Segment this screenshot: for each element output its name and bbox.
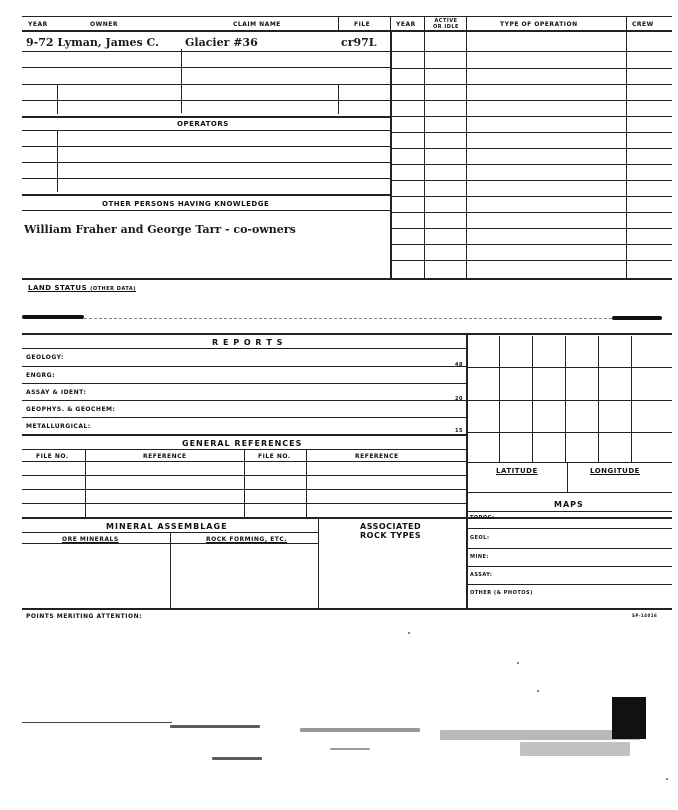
- ore-rock-divider: [170, 532, 171, 608]
- location-grid-divider: [565, 336, 566, 462]
- land-status-subtitle: (OTHER DATA): [90, 286, 137, 292]
- report-geology-label: GEOLOGY:: [26, 354, 64, 361]
- ink-smudge: [22, 315, 84, 319]
- owner-row-line: [22, 67, 392, 68]
- type-of-operation-header: TYPE OF OPERATION: [500, 21, 578, 28]
- operation-row-line: [392, 132, 672, 133]
- location-grid-divider: [631, 336, 632, 462]
- header-divider: [424, 17, 425, 30]
- file-no-col-2: FILE NO.: [258, 453, 291, 460]
- maps-heading-rule: [466, 511, 672, 512]
- references-bottom-rule: [22, 517, 672, 519]
- crew-header: CREW: [632, 21, 654, 28]
- location-grid-divider: [499, 336, 500, 462]
- references-col-divider: [85, 449, 86, 517]
- references-row-line: [22, 503, 466, 504]
- report-row-line: [22, 434, 466, 436]
- report-row-line: [22, 417, 466, 418]
- maps-topog-label: TOPOG:: [470, 515, 495, 521]
- knowledge-rule: [22, 194, 392, 196]
- operation-row-line: [392, 68, 672, 69]
- operators-rule: [22, 116, 392, 118]
- reference-col-1: REFERENCE: [143, 453, 187, 460]
- reference-col-2: REFERENCE: [355, 453, 399, 460]
- scan-noise: [170, 725, 260, 728]
- location-grid-row: [466, 400, 672, 401]
- location-grid-divider: [532, 336, 533, 462]
- operation-row-line: [392, 180, 672, 181]
- report-engrg-label: ENGRG:: [26, 372, 55, 379]
- year-header: YEAR: [28, 21, 48, 28]
- operation-row-line: [392, 100, 672, 101]
- location-grid-row: [466, 367, 672, 368]
- associated-label: ASSOCIATED: [360, 522, 422, 531]
- reports-bottom-rule: [22, 608, 672, 610]
- owner-claim-divider: [181, 49, 182, 113]
- operators-row-line: [22, 178, 392, 179]
- claim-file-divider: [338, 84, 339, 114]
- operation-row-line: [392, 196, 672, 197]
- file-entry: cr97L: [341, 36, 377, 49]
- report-geophys-label: GEOPHYS. & GEOCHEM:: [26, 406, 116, 413]
- assoc-divider: [318, 517, 319, 608]
- operators-year-divider: [57, 130, 58, 192]
- location-grid-row: [466, 462, 672, 463]
- header-divider: [466, 17, 467, 30]
- maps-other-label: OTHER (& PHOTOS): [470, 590, 533, 596]
- references-col-divider: [244, 449, 245, 517]
- file-no-col-1: FILE NO.: [36, 453, 69, 460]
- operation-row-line: [392, 244, 672, 245]
- maps-row-line: [466, 584, 672, 585]
- operators-row-line: [22, 130, 392, 131]
- maps-heading: MAPS: [554, 500, 584, 509]
- report-geology-num: 48: [455, 362, 463, 368]
- references-row-line: [22, 475, 466, 476]
- ink-smudge: [612, 316, 662, 320]
- scan-noise: [22, 722, 172, 723]
- lat-long-divider: [567, 462, 568, 492]
- operation-row-line: [392, 212, 672, 213]
- scan-noise: [300, 728, 420, 732]
- maps-geol-label: GEOL:: [470, 535, 490, 541]
- claim-name-header: CLAIM NAME: [233, 21, 281, 28]
- scan-noise: [520, 742, 630, 756]
- scan-noise: [212, 757, 262, 760]
- operators-heading: OPERATORS: [177, 120, 229, 128]
- points-meriting-attention-label: POINTS MERITING ATTENTION:: [26, 613, 143, 620]
- general-references-heading: GENERAL REFERENCES: [182, 439, 303, 448]
- header-divider: [626, 17, 627, 30]
- file-header: FILE: [354, 21, 371, 28]
- operation-row-line: [392, 260, 672, 261]
- lat-long-bottom-rule: [466, 492, 672, 493]
- operation-row-line: [392, 228, 672, 229]
- operation-row-line: [392, 164, 672, 165]
- longitude-label: LONGITUDE: [590, 467, 640, 475]
- maps-mine-label: MINE:: [470, 554, 489, 560]
- references-row-line: [22, 489, 466, 490]
- operation-row-line: [392, 116, 672, 117]
- owner-entry: 9-72 Lyman, James C.: [26, 36, 159, 49]
- report-metallurgical-label: METALLURGICAL:: [26, 423, 91, 430]
- scan-noise: [440, 730, 640, 740]
- scan-noise: [330, 748, 370, 750]
- header-divider: [390, 17, 391, 30]
- report-assay-num: 20: [455, 396, 463, 402]
- year2-header: YEAR: [396, 21, 416, 28]
- latitude-label: LATITUDE: [496, 467, 538, 475]
- knowledge-rule-bottom: [22, 210, 392, 211]
- operators-row-line: [22, 162, 392, 163]
- rock-forming-label: ROCK FORMING, ETC.: [206, 536, 288, 543]
- top-section-bottom-rule: [22, 278, 672, 280]
- scan-speck: [666, 778, 668, 780]
- maps-row-line: [466, 528, 672, 529]
- operation-row-line: [392, 148, 672, 149]
- report-row-line: [22, 366, 466, 367]
- maps-row-line: [466, 566, 672, 567]
- form-code: SP-14016: [632, 613, 658, 618]
- owner-row-line: [22, 100, 392, 101]
- owner-row-line: [22, 51, 392, 52]
- faint-line: [84, 318, 612, 319]
- claim-name-entry: Glacier #36: [185, 36, 258, 49]
- rock-types-label: ROCK TYPES: [360, 531, 422, 540]
- reports-heading-rule: [22, 348, 466, 349]
- report-row-line: [22, 400, 466, 401]
- header-top-rule: [22, 16, 672, 17]
- knowledge-text: William Fraher and George Tarr - co-owners: [24, 223, 296, 236]
- operation-row-line: [392, 84, 672, 85]
- knowledge-heading: OTHER PERSONS HAVING KNOWLEDGE: [102, 200, 270, 208]
- land-status-title: LAND STATUS: [28, 284, 88, 292]
- scan-speck: [517, 662, 519, 664]
- references-col-divider: [306, 449, 307, 517]
- year-divider: [57, 84, 58, 114]
- operation-row-line: [392, 51, 672, 52]
- location-grid-divider: [598, 336, 599, 462]
- owner-header: OWNER: [90, 21, 118, 28]
- header-divider: [338, 17, 339, 30]
- black-tab-mark: [612, 697, 646, 739]
- mineral-assemblage-heading: MINERAL ASSEMBLAGE: [106, 522, 228, 531]
- location-grid-row: [466, 432, 672, 433]
- report-metallurgical-num: 15: [455, 428, 463, 434]
- maps-row-line: [466, 548, 672, 549]
- owner-row-line: [22, 84, 392, 85]
- operators-row-line: [22, 146, 392, 147]
- report-row-line: [22, 383, 466, 384]
- reports-heading: R E P O R T S: [212, 338, 284, 347]
- land-status-label: [28, 284, 136, 292]
- maps-assay-label: ASSAY:: [470, 572, 493, 578]
- active-header: ACTIVE: [434, 18, 458, 24]
- idle-header: OR IDLE: [433, 24, 459, 30]
- reports-top-rule: [22, 333, 672, 335]
- scan-speck: [408, 632, 410, 634]
- report-assay-label: ASSAY & IDENT:: [26, 389, 87, 396]
- header-bottom-rule: [22, 30, 672, 32]
- ore-minerals-label: ORE MINERALS: [62, 536, 119, 543]
- scan-speck: [537, 690, 539, 692]
